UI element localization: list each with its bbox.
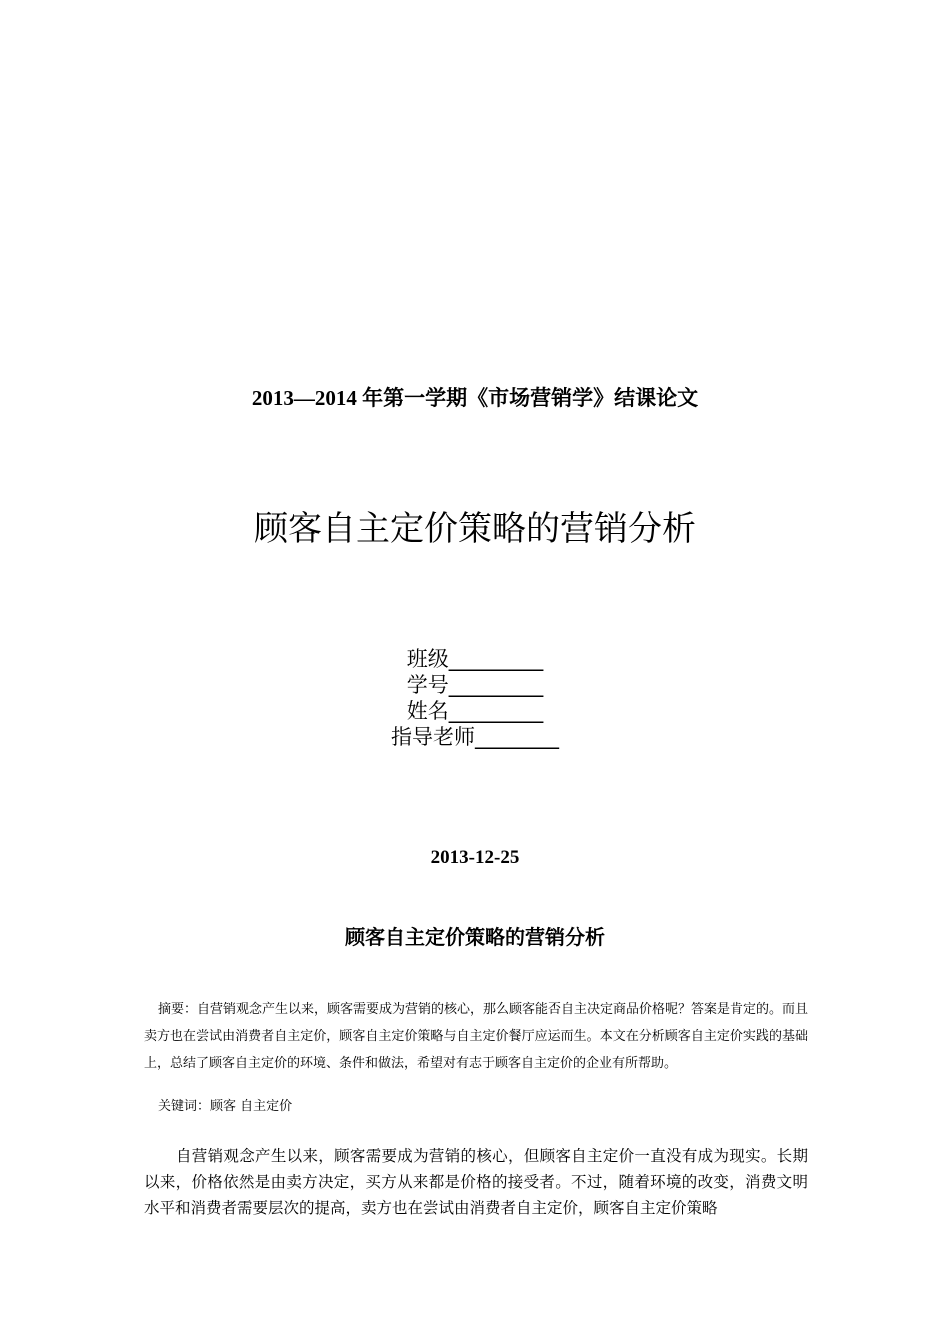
paper-title: 顾客自主定价策略的营销分析: [345, 925, 605, 949]
submission-date: 2013-12-25: [430, 847, 520, 868]
advisor-field: [0, 724, 950, 750]
class-blank: _________: [448, 647, 544, 671]
body-paragraph: 自营销观念产生以来，顾客需要成为营销的核心，但顾客自主定价一直没有成为现实。长期以来，价格依然是由卖方决定，买方从来都是价格的接受者。不过，随着环境的改变，消费文明水平和消费者需要层次的提高，卖方也在尝试由消费者自主定价，顾客自主定价策略: [144, 1147, 808, 1217]
student-info-block: [0, 646, 950, 750]
advisor-label: 指导老师: [391, 725, 475, 749]
class-field: [0, 646, 950, 672]
advisor-blank: ________: [475, 725, 559, 749]
name-field: [0, 698, 950, 724]
name-blank: _________: [448, 699, 544, 723]
student-id-label: 学号: [406, 673, 449, 697]
student-id-blank: _________: [448, 673, 544, 697]
student-id-field: [0, 672, 950, 698]
class-label: 班级: [406, 647, 449, 671]
keywords: 关键词：顾客 自主定价: [158, 1099, 293, 1114]
course-title: 2013—2014 年第一学期《市场营销学》结课论文: [251, 386, 699, 410]
abstract-text: 摘要：自营销观念产生以来，顾客需要成为营销的核心，那么顾客能否自主决定商品价格呢？答案是肯定的。而且卖方也在尝试由消费者自主定价，顾客自主定价策略与自主定价餐厅应运而生。本文在分析顾客自主定价实践的基础上，总结了顾客自主定价的环境、条件和做法，希望对有志于顾客自主定价的企业有所帮助。: [144, 1002, 809, 1071]
name-label: 姓名: [406, 699, 449, 723]
abstract: [144, 996, 808, 1077]
main-title: 顾客自主定价策略的营销分析: [254, 509, 696, 549]
